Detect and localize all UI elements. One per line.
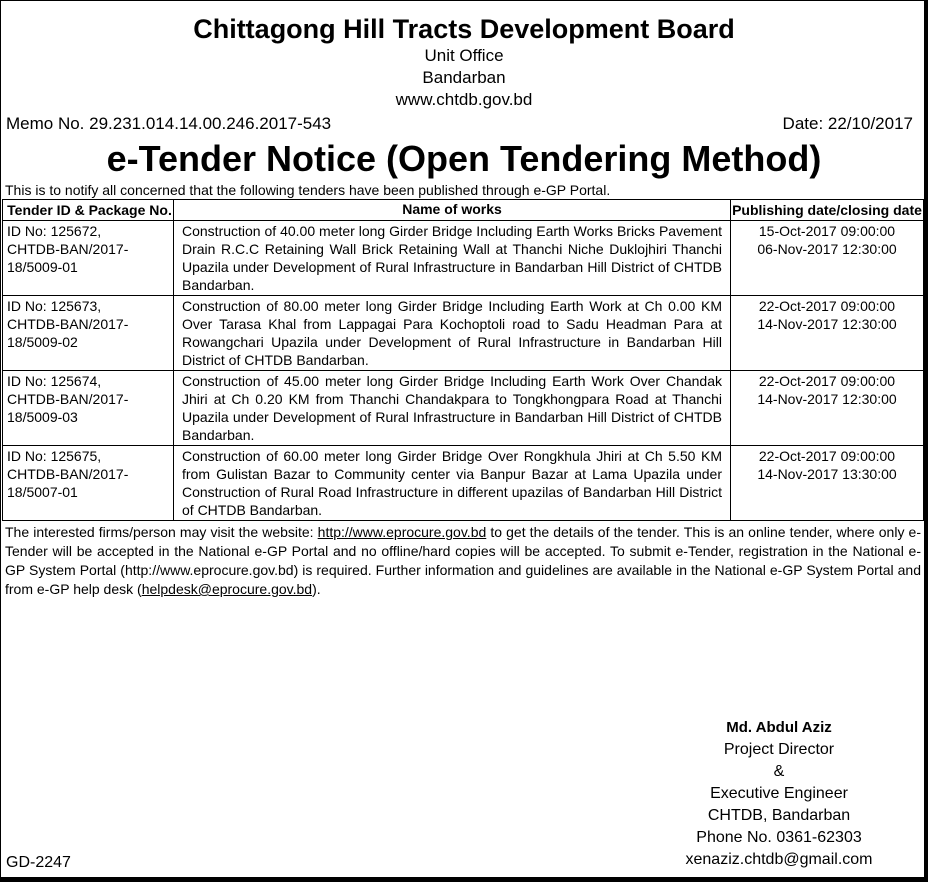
- package-no: CHTDB-BAN/2017-18/5007-01: [7, 466, 129, 500]
- intro-text: This is to notify all concerned that the following tenders have been published through e-GP Portal.: [5, 182, 611, 198]
- dates-cell: [731, 296, 924, 371]
- table-row: [3, 446, 924, 521]
- table-row: [3, 296, 924, 371]
- tender-id: ID No: 125675,: [7, 448, 102, 464]
- dates-cell: [731, 371, 924, 446]
- tender-id: ID No: 125672,: [7, 223, 102, 239]
- signatory-email: xenaziz.chtdb@gmail.com: [685, 851, 873, 868]
- tender-id-cell: [3, 371, 174, 446]
- closing-date: 14-Nov-2017 13:30:00: [757, 466, 897, 482]
- closing-date: 14-Nov-2017 12:30:00: [757, 316, 897, 332]
- gd-code: GD-2247: [6, 854, 71, 871]
- package-no: CHTDB-BAN/2017-18/5009-01: [7, 241, 129, 275]
- publishing-date: 15-Oct-2017 09:00:00: [758, 223, 896, 239]
- dates-cell: [731, 446, 924, 521]
- bottom-border-rule: [1, 877, 927, 881]
- unit-office: Unit Office: [424, 46, 504, 65]
- place-name: Bandarban: [422, 68, 506, 87]
- work-name: Construction of 60.00 meter long Girder Bridge Over Rongkhula Jhiri at Ch 5.50 KM from Gulistan Bazar to Community center via Banpur Bazar at Lama Upazila under Construction of Rural Road Infrastructure in different upazilas of Bandarban Hill District of CHTDB Bandarban.: [174, 446, 731, 521]
- dates-cell: [731, 221, 924, 296]
- package-no: CHTDB-BAN/2017-18/5009-02: [7, 316, 129, 350]
- para-text-2: to get the details of the tender. This is an online tender, where only e-Tender will be accepted in the National e-GP Portal and no offline/hard copies will be accepted. To submit e-Tender, registration in the National e-GP System Portal (http://www.eprocure.gov.bd) is required. Further information and guidelines are available in the National e-GP System Portal and from e-GP help desk (: [5, 524, 921, 597]
- publishing-date: 22-Oct-2017 09:00:00: [758, 298, 896, 314]
- signatory-phone: Phone No. 0361-62303: [696, 829, 862, 846]
- para-text-3: ).: [312, 581, 321, 597]
- tender-id-cell: [3, 221, 174, 296]
- publishing-date: 22-Oct-2017 09:00:00: [758, 448, 896, 464]
- para-text-1: The interested firms/person may visit the website:: [5, 524, 318, 540]
- signatory-ampersand: &: [773, 763, 785, 780]
- work-name: Construction of 80.00 meter long Girder Bridge Including Earth Work at Ch 0.00 KM Over Tarasa Khal from Lappagai Para Kochoptoli road to Sadu Headman Para at Rowangchari Upazila under Development of Rural Infrastructure in Bandarban Hill District of CHTDB Bandarban.: [174, 296, 731, 371]
- notice-title: e-Tender Notice (Open Tendering Method): [106, 138, 822, 179]
- website-text: www.chtdb.gov.bd: [395, 90, 533, 109]
- header-dates: Publishing date/closing date: [731, 200, 924, 221]
- work-name: Construction of 45.00 meter long Girder Bridge Including Earth Work Over Chandak Jhiri at Ch 0.20 KM from Thanchi Chandakpara to Tongkhongpara Road at Thanchi Upazila under Development of Rural Infrastructure in Bandarban Hill District of CHTDB Bandarban.: [174, 371, 731, 446]
- table-row: [3, 371, 924, 446]
- info-paragraph: [1, 521, 927, 599]
- memo-row: [1, 111, 927, 135]
- tender-id-cell: [3, 296, 174, 371]
- signature-block: [679, 717, 879, 871]
- helpdesk-email-link[interactable]: helpdesk@eprocure.gov.bd: [141, 581, 313, 597]
- organization-name: Chittagong Hill Tracts Development Board: [193, 14, 735, 44]
- tender-id-cell: [3, 446, 174, 521]
- closing-date: 06-Nov-2017 12:30:00: [757, 241, 897, 257]
- signatory-title-1: Project Director: [723, 741, 835, 758]
- publishing-date: 22-Oct-2017 09:00:00: [758, 373, 896, 389]
- right-border-rule: [924, 1, 927, 881]
- closing-date: 14-Nov-2017 12:30:00: [757, 391, 897, 407]
- package-no: CHTDB-BAN/2017-18/5009-03: [7, 391, 129, 425]
- table-header-row: [3, 200, 924, 221]
- work-name: Construction of 40.00 meter long Girder Bridge Including Earth Works Bricks Pavement Drain R.C.C Retaining Wall Brick Retaining Wall at Thanchi Niche Duklojhiri Thanchi Upazila under Development of Rural Infrastructure in Bandarban Hill District of CHTDB Bandarban.: [174, 221, 731, 296]
- header: [1, 1, 927, 111]
- signatory-org: CHTDB, Bandarban: [707, 807, 851, 824]
- eprocure-link[interactable]: http://www.eprocure.gov.bd: [317, 524, 487, 540]
- memo-number: Memo No. 29.231.014.14.00.246.2017-543: [6, 114, 332, 133]
- signatory-name: Md. Abdul Aziz: [726, 719, 832, 736]
- tender-id: ID No: 125673,: [7, 298, 102, 314]
- tender-table: [2, 199, 924, 521]
- header-tender-id: Tender ID & Package No.: [3, 200, 174, 221]
- header-name-of-works: Name of works: [174, 200, 731, 221]
- signatory-title-2: Executive Engineer: [710, 785, 848, 802]
- tender-id: ID No: 125674,: [7, 373, 102, 389]
- table-row: [3, 221, 924, 296]
- memo-date: Date: 22/10/2017: [782, 114, 913, 133]
